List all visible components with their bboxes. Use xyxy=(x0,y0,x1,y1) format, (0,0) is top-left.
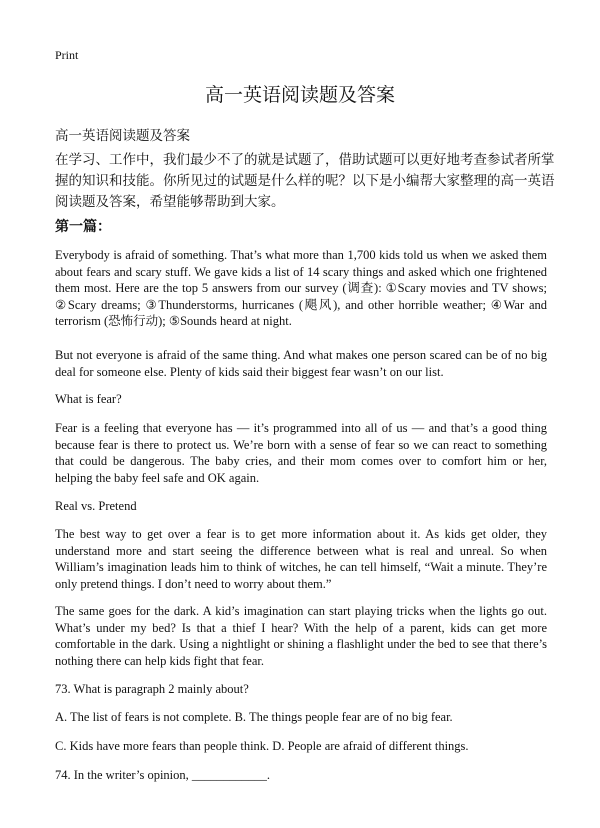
passage-paragraph-1: Everybody is afraid of something. That’s what more than 1,700 kids told us when we asked them about fears and scary stuff. We gave kids a list of 14 scary things and asked which one frightened them most. Here are the top 5 answers from our survey (调查): ①Scary movies and TV shows; ②Scary dreams; ③Thunderstorms, hurricanes (飓风), and other horrible weather; ④War and terrorism (恐怖行动); ⑤Sounds heard at night. xyxy=(55,248,547,329)
passage-paragraph-5: The same goes for the dark. A kid’s imagination can start playing tricks when the lights go out. What’s under my bed? Is that a thief I hear? With the help of a parent, kids can get more comfortable in the dark. Using a nightlight or shining a flashlight under the bed to see that there’s nothing there can help kids fight that fear. xyxy=(55,604,547,668)
page-title: 高一英语阅读题及答案 xyxy=(204,84,395,106)
document-subtitle: 高一英语阅读题及答案 xyxy=(55,128,190,144)
print-label[interactable]: Print xyxy=(55,48,79,62)
section-heading: 第一篇： xyxy=(55,219,111,235)
question-73-options-ab: A. The list of fears is not complete. B. The things people fear are of no big fear. xyxy=(55,710,453,724)
passage-heading-real-vs-pretend: Real vs. Pretend xyxy=(55,499,137,513)
passage-paragraph-4: The best way to get over a fear is to get more information about it. As kids get older, they understand more and start seeing the difference between what is real and unreal. So when William’s imagination leads him to think of witches, he can tell himself, “Wait a minute. They’re only pretend things. I don’t need to worry about them.” xyxy=(55,527,547,591)
passage-paragraph-3: Fear is a feeling that everyone has — it’s programmed into all of us — and that’s a good thing because fear is there to protect us. We’re born with a sense of fear so we can react to something that could be dangerous. The baby cries, and their mom comes over to comfort him or her, helping the baby feel safe and OK again. xyxy=(55,421,547,485)
question-74: 74. In the writer’s opinion, ____________. xyxy=(55,768,271,782)
passage-paragraph-2: But not everyone is afraid of the same thing. And what makes one person scared can be of no big deal for someone else. Plenty of kids said their biggest fear wasn’t on our list. xyxy=(55,348,547,379)
question-73-options-cd: C. Kids have more fears than people think. D. People are afraid of different things. xyxy=(55,739,469,753)
question-73: 73. What is paragraph 2 mainly about? xyxy=(55,682,249,696)
intro-paragraph: 在学习、工作中，我们最少不了的就是试题了，借助试题可以更好地考查参试者所掌握的知识和技能。你所见过的试题是什么样的呢？以下是小编帮大家整理的高一英语阅读题及答案，希望能够帮助到大家。 xyxy=(55,152,555,210)
passage-heading-what-is-fear: What is fear? xyxy=(55,392,122,406)
